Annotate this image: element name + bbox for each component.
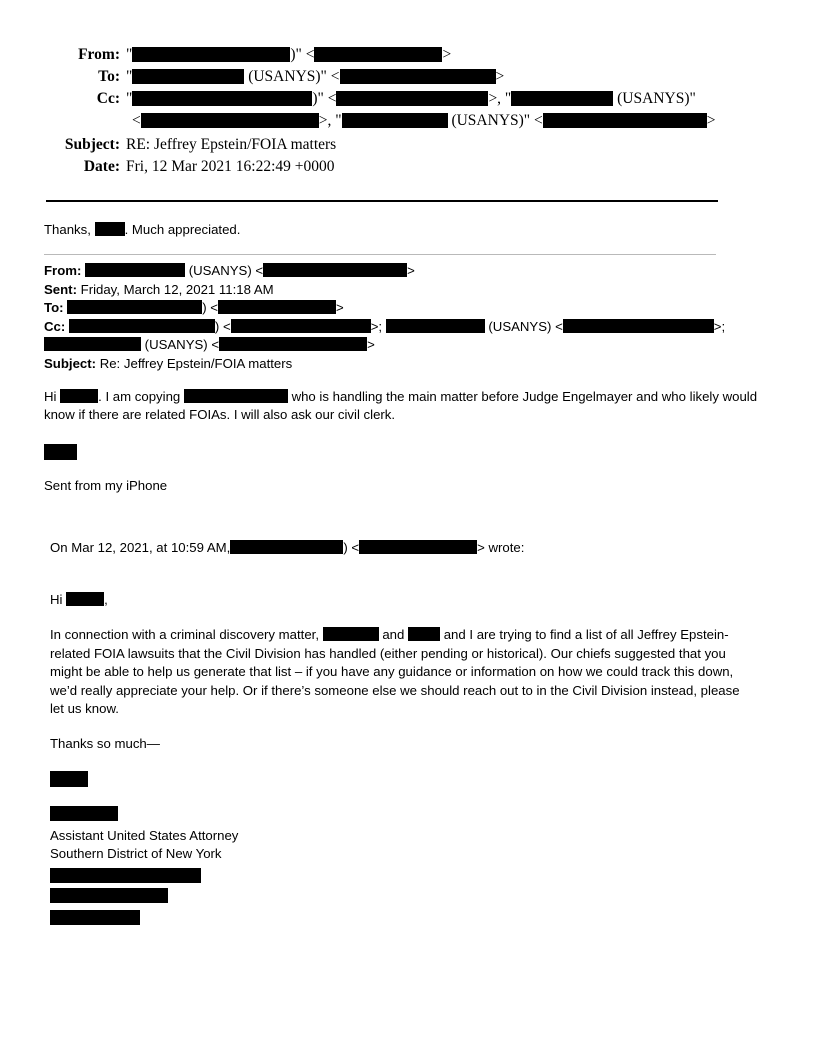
inner-p1-c: and I are trying to find a list of all Jeffrey Epstein- [443, 627, 729, 642]
cc-label: Cc: [96, 90, 120, 107]
signature-name-redaction [50, 806, 238, 824]
quoted-hi: Hi [44, 389, 57, 404]
quoted-line1-a: . I am copying [98, 389, 181, 404]
quoted-cc-p1: ) < [214, 318, 231, 334]
quoted-body-line2: know if there are related FOIAs. I will also ask our civil clerk. [44, 407, 396, 422]
redaction-bar [511, 91, 613, 106]
redaction-bar [314, 47, 442, 62]
quoted-subject-label: Subject: [44, 355, 97, 371]
redaction-bar [85, 263, 185, 277]
quoted-from-line [44, 262, 784, 281]
redaction-bar [67, 300, 202, 314]
inner-paragraph-line5: let us know. [50, 701, 119, 717]
redaction-bar [66, 592, 104, 606]
redaction-bar [44, 337, 141, 351]
header-row-cc [48, 88, 768, 109]
signature-address-redaction-1 [50, 868, 238, 886]
on-wrote-suffix: > wrote: [477, 540, 525, 555]
quoted-cc-p3: (USANYS) < [488, 318, 563, 334]
reply-note-before: Thanks, [44, 222, 91, 237]
quoted-to-end: > [335, 300, 344, 315]
redaction-bar [132, 47, 290, 62]
inner-paragraph-line4: we’d really appreciate your help. Or if there’s someone else we should reach out to in the Civil Division instead, please [50, 682, 740, 698]
signature-address-redaction-2 [50, 888, 238, 906]
redaction-bar [132, 91, 312, 106]
header-row-from [48, 44, 768, 65]
quoted-from-suffix: (USANYS) < [188, 263, 264, 278]
header-row-to [48, 66, 768, 87]
quoted-sent-line [44, 281, 784, 300]
redaction-bar [50, 868, 201, 883]
email-header [48, 44, 768, 178]
signature-title-1: Assistant United States Attorney [50, 828, 239, 843]
quoted-email-header [44, 262, 784, 373]
redaction-bar [95, 222, 125, 236]
quoted-cc-p2: >; [370, 318, 383, 334]
to-label: To: [98, 68, 120, 85]
redaction-bar [386, 319, 485, 333]
redaction-bar [323, 627, 379, 641]
on-wrote-line [50, 539, 770, 557]
redaction-bar [60, 389, 98, 403]
header-divider [46, 200, 718, 202]
quoted-cc-p6: > [367, 337, 375, 352]
inner-greeting [50, 591, 108, 609]
quoted-body [44, 388, 766, 424]
quoted-from-label: From: [44, 263, 82, 278]
redaction-bar [50, 910, 140, 925]
from-value: " )" < > [126, 46, 452, 63]
redaction-bar [50, 771, 88, 787]
quoted-from-end: > [407, 263, 415, 278]
sent-from-iphone: Sent from my iPhone [44, 478, 168, 493]
redaction-bar [132, 69, 244, 84]
quoted-to-label: To: [44, 300, 64, 315]
quoted-signature-redaction [44, 444, 77, 463]
on-wrote-prefix: On Mar 12, 2021, at 10:59 AM, [50, 540, 231, 555]
quoted-cc-label: Cc: [44, 318, 66, 334]
redaction-bar [359, 540, 477, 554]
signature-title-2: Southern District of New York [50, 846, 222, 861]
inner-paragraph-line2: related FOIA lawsuits that the Civil Division has handled (either pending or historical). Our chiefs suggested that you [50, 645, 726, 661]
quoted-sent-value: Friday, March 12, 2021 11:18 AM [80, 281, 274, 297]
inner-paragraph-line1 [50, 626, 756, 645]
signature-block [50, 806, 238, 928]
redaction-bar [231, 319, 371, 333]
redaction-bar [141, 113, 319, 128]
subject-value: RE: Jeffrey Epstein/FOIA matters [126, 136, 337, 153]
date-label: Date: [83, 158, 120, 175]
redaction-bar [342, 113, 448, 128]
redaction-bar [219, 337, 367, 351]
cc-value-cont: < >, " (USANYS)" < > [132, 112, 716, 129]
subject-label: Subject: [64, 136, 120, 153]
inner-greeting-end: , [104, 592, 108, 607]
redaction-bar [218, 300, 336, 314]
redaction-bar [336, 91, 488, 106]
quoted-cc-line [44, 318, 784, 337]
quoted-to-line [44, 299, 784, 318]
on-wrote-mid: ) < [343, 540, 360, 555]
quoted-line1-b: who is handling the main matter before Judge Engelmayer and who likely would [291, 389, 758, 404]
inner-greeting-text: Hi [50, 592, 63, 607]
header-row-subject [48, 134, 768, 155]
redaction-bar [543, 113, 707, 128]
redaction-bar [563, 319, 714, 333]
reply-note-after: . Much appreciated. [124, 222, 241, 237]
reply-note [44, 221, 744, 239]
quoted-subject-value: Re: Jeffrey Epstein/FOIA matters [99, 355, 293, 371]
quoted-divider [44, 254, 716, 255]
inner-p1-b: and [382, 627, 405, 642]
redaction-bar [50, 888, 168, 903]
quoted-body-line1 [44, 388, 766, 406]
inner-paragraph [50, 626, 756, 719]
inner-thanks: Thanks so much— [50, 736, 160, 751]
redaction-bar [50, 806, 118, 821]
inner-paragraph-line3: might be able to help us generate that list – if you have any guidance or information on how we could track this down, [50, 664, 734, 680]
redaction-bar [408, 627, 440, 641]
quoted-cc-p4: >; [713, 318, 726, 334]
redaction-bar [44, 444, 77, 460]
cc-value: " )" < >, " (USANYS)" [126, 90, 696, 107]
redaction-bar [230, 540, 343, 554]
redaction-bar [340, 69, 496, 84]
inner-p1-a: In connection with a criminal discovery matter, [50, 627, 319, 642]
date-value: Fri, 12 Mar 2021 16:22:49 +0000 [126, 158, 335, 175]
from-label: From: [78, 46, 120, 63]
signature-address-redaction-3 [50, 910, 238, 928]
quoted-sent-label: Sent: [44, 281, 77, 297]
redaction-bar [69, 319, 215, 333]
inner-signature-redaction [50, 771, 88, 790]
quoted-subject-line [44, 355, 784, 374]
quoted-to-mid: ) < [202, 300, 218, 315]
quoted-cc-line-cont [44, 336, 784, 355]
quoted-cc-p5: (USANYS) < [144, 337, 220, 352]
redaction-bar [184, 389, 288, 403]
header-row-date [48, 156, 768, 177]
to-value: " (USANYS)" < > [126, 68, 505, 85]
redaction-bar [263, 263, 407, 277]
